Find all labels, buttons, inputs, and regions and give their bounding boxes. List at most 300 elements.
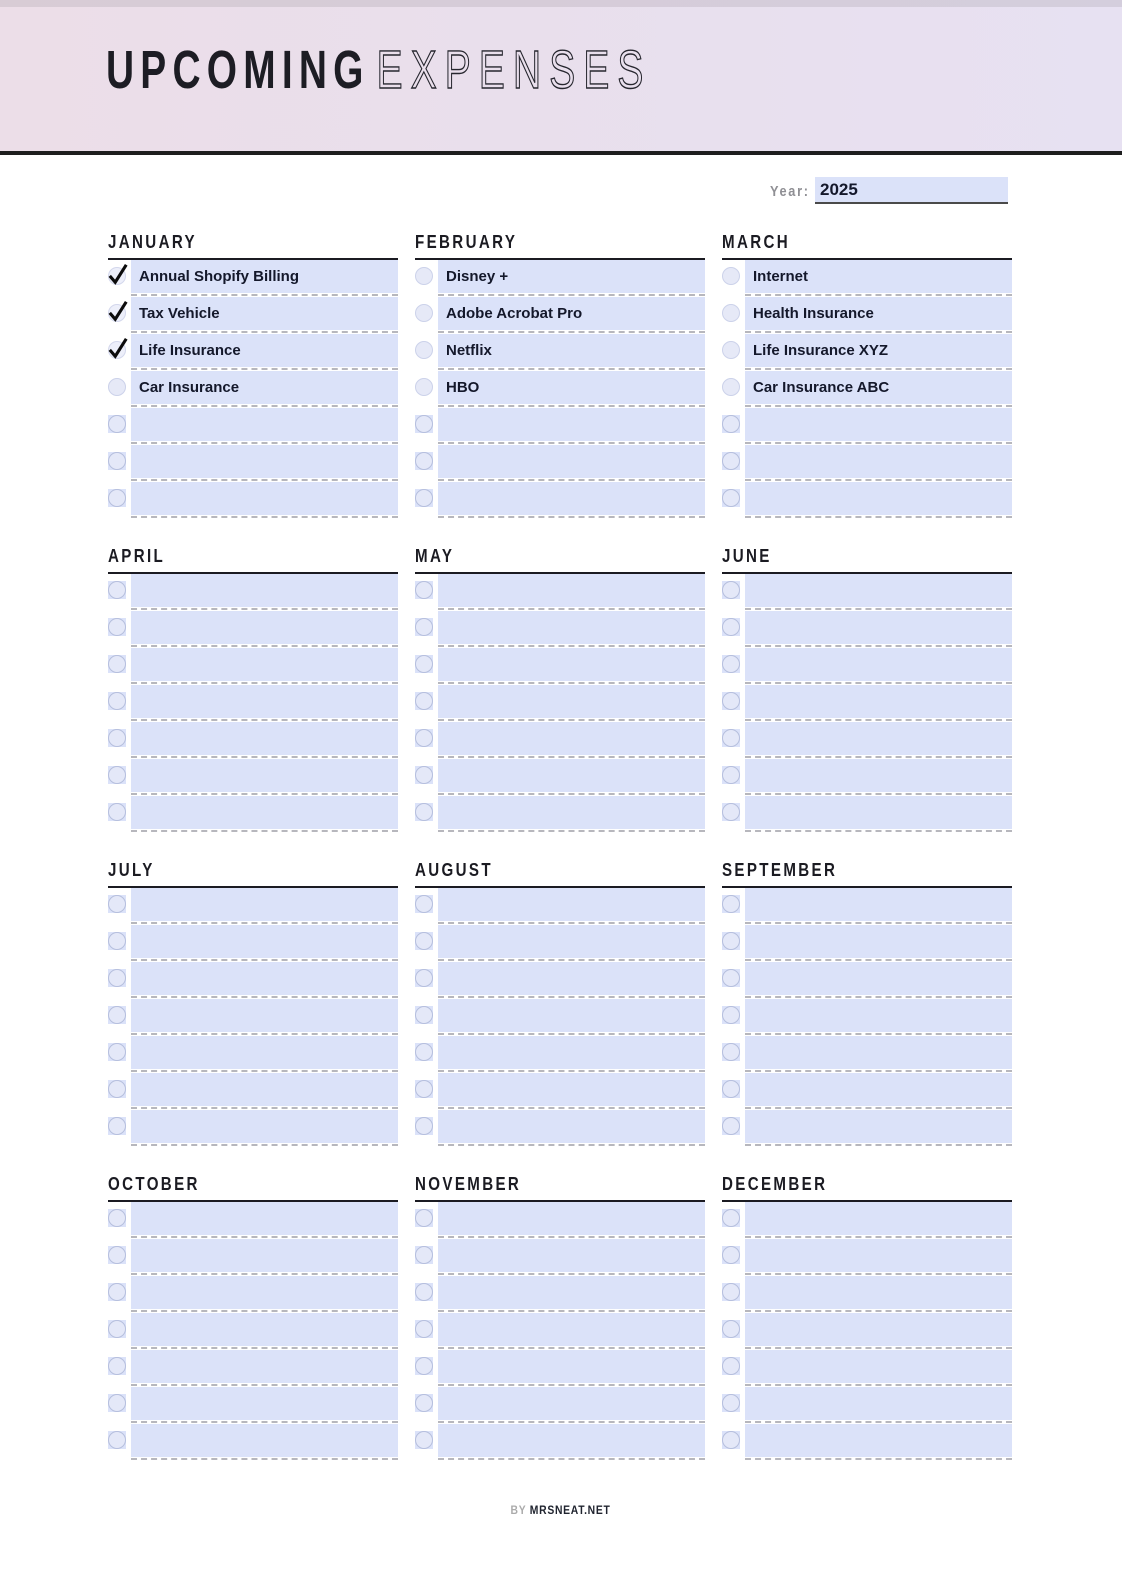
expense-checkbox[interactable] — [722, 803, 740, 821]
expense-row — [108, 482, 398, 519]
expense-row — [722, 297, 1012, 334]
expense-checkbox[interactable] — [415, 1209, 433, 1227]
expense-checkbox[interactable] — [722, 1246, 740, 1264]
expense-row — [415, 999, 705, 1036]
expense-checkbox[interactable] — [415, 618, 433, 636]
expense-row — [415, 1239, 705, 1276]
expense-name-input[interactable] — [131, 297, 398, 330]
expense-checkbox[interactable] — [415, 1357, 433, 1375]
month-section-march — [722, 232, 1012, 519]
expense-row — [108, 611, 398, 648]
expense-row — [415, 962, 705, 999]
expense-checkbox[interactable] — [722, 618, 740, 636]
month-section-january — [108, 232, 398, 519]
expense-row — [722, 648, 1012, 685]
expense-row — [108, 1239, 398, 1276]
expense-name-input[interactable] — [745, 260, 1012, 293]
expense-checkbox[interactable] — [722, 304, 740, 322]
expense-name-input[interactable] — [438, 574, 705, 607]
expense-checkbox[interactable] — [722, 1043, 740, 1061]
expense-checkbox[interactable] — [722, 341, 740, 359]
expense-label: Car Insurance — [139, 379, 240, 396]
expense-checkbox[interactable] — [415, 729, 433, 747]
expense-checkbox[interactable] — [108, 1357, 126, 1375]
page-title-upcoming: UPCOMING — [106, 40, 370, 100]
expense-name-input[interactable] — [438, 482, 705, 515]
expense-name-input[interactable] — [131, 759, 398, 792]
expense-name-input[interactable] — [745, 1073, 1012, 1106]
expense-row — [722, 611, 1012, 648]
month-section-february — [415, 232, 705, 519]
expense-name-input[interactable] — [745, 297, 1012, 330]
expense-row — [415, 371, 705, 408]
month-title: JULY — [108, 860, 398, 888]
expense-name-input[interactable] — [131, 999, 398, 1032]
expense-name-input[interactable] — [131, 796, 398, 829]
expense-row — [108, 574, 398, 611]
expense-name-input[interactable] — [131, 1239, 398, 1272]
expense-name-input[interactable] — [745, 1110, 1012, 1143]
expense-label: Internet — [753, 268, 809, 285]
expense-checkbox[interactable] — [108, 895, 126, 913]
expense-name-input[interactable] — [438, 445, 705, 478]
expense-row — [108, 297, 398, 334]
expense-checkbox[interactable] — [415, 378, 433, 396]
page-title-expenses: EXPENSES — [376, 40, 652, 100]
expense-checkbox[interactable] — [722, 378, 740, 396]
expense-checkbox[interactable] — [722, 1431, 740, 1449]
expense-row — [722, 925, 1012, 962]
footer-by-text: BY — [510, 1505, 527, 1517]
expense-row — [108, 260, 398, 297]
header-banner — [0, 0, 1122, 155]
expense-name-input[interactable] — [438, 648, 705, 681]
expense-label: Netflix — [446, 342, 492, 359]
expense-checkbox[interactable] — [415, 304, 433, 322]
expense-name-input[interactable] — [745, 371, 1012, 404]
expense-name-input[interactable] — [131, 1036, 398, 1069]
month-rows — [722, 1202, 1012, 1461]
expense-row — [722, 1202, 1012, 1239]
expense-row — [722, 796, 1012, 833]
expense-checkbox[interactable] — [108, 1209, 126, 1227]
expense-checkbox[interactable] — [108, 304, 126, 322]
month-title: SEPTEMBER — [722, 860, 1012, 888]
expense-checkbox[interactable] — [415, 895, 433, 913]
expense-name-input[interactable] — [131, 260, 398, 293]
page-title — [106, 40, 652, 100]
expense-name-input[interactable] — [131, 1202, 398, 1235]
expense-label: Tax Vehicle — [139, 305, 220, 322]
expense-checkbox[interactable] — [415, 1246, 433, 1264]
footer-brand-text: MRSNEAT.NET — [530, 1505, 611, 1517]
expense-name-input[interactable] — [745, 1276, 1012, 1309]
expense-name-input[interactable] — [745, 1350, 1012, 1383]
month-section-april — [108, 546, 398, 833]
expense-name-input[interactable] — [131, 334, 398, 367]
expense-checkbox[interactable] — [722, 932, 740, 950]
month-rows — [722, 260, 1012, 519]
expense-name-input[interactable] — [745, 482, 1012, 515]
month-title: MARCH — [722, 232, 1012, 260]
expense-checkbox[interactable] — [108, 729, 126, 747]
expense-checkbox[interactable] — [108, 378, 126, 396]
expense-name-input[interactable] — [131, 925, 398, 958]
expense-checkbox[interactable] — [415, 1043, 433, 1061]
expense-row — [415, 1110, 705, 1147]
expense-row — [722, 408, 1012, 445]
expense-label: Car Insurance ABC — [753, 379, 890, 396]
expense-row — [722, 1110, 1012, 1147]
expense-row — [108, 1424, 398, 1461]
expense-row — [415, 1313, 705, 1350]
expense-checkbox[interactable] — [415, 452, 433, 470]
expense-row — [722, 1073, 1012, 1110]
expense-row — [108, 1276, 398, 1313]
expense-name-input[interactable] — [438, 1313, 705, 1346]
expense-row — [415, 334, 705, 371]
expense-row — [722, 962, 1012, 999]
expense-checkbox[interactable] — [722, 1117, 740, 1135]
expense-name-input[interactable] — [131, 888, 398, 921]
expense-checkbox[interactable] — [415, 766, 433, 784]
expense-name-input[interactable] — [745, 1424, 1012, 1457]
expense-row — [722, 1239, 1012, 1276]
month-rows — [415, 1202, 705, 1461]
month-title: OCTOBER — [108, 1174, 398, 1202]
expense-checkbox[interactable] — [722, 415, 740, 433]
expense-checkbox[interactable] — [415, 1283, 433, 1301]
expense-name-input[interactable] — [745, 648, 1012, 681]
expense-checkbox[interactable] — [415, 1431, 433, 1449]
expense-row — [108, 925, 398, 962]
expense-checkbox[interactable] — [108, 1117, 126, 1135]
expense-checkbox[interactable] — [415, 489, 433, 507]
month-section-july — [108, 860, 398, 1147]
expense-row — [415, 759, 705, 796]
month-section-may — [415, 546, 705, 833]
expense-checkbox[interactable] — [415, 267, 433, 285]
expense-checkbox[interactable] — [108, 932, 126, 950]
expense-name-input[interactable] — [438, 962, 705, 995]
expense-name-input[interactable] — [131, 1387, 398, 1420]
expense-name-input[interactable] — [438, 1276, 705, 1309]
expense-name-input[interactable] — [131, 482, 398, 515]
month-title: AUGUST — [415, 860, 705, 888]
month-title: APRIL — [108, 546, 398, 574]
checkmark-icon — [107, 261, 129, 287]
expense-checkbox[interactable] — [108, 1043, 126, 1061]
expense-row — [108, 1110, 398, 1147]
expense-checkbox[interactable] — [108, 1394, 126, 1412]
expense-name-input[interactable] — [438, 408, 705, 441]
year-label: Year: — [770, 183, 810, 200]
expense-checkbox[interactable] — [108, 1431, 126, 1449]
months-grid — [108, 232, 1012, 1461]
expense-checkbox[interactable] — [415, 1117, 433, 1135]
expense-row — [108, 1350, 398, 1387]
expense-checkbox[interactable] — [108, 1320, 126, 1338]
expense-name-input[interactable] — [131, 648, 398, 681]
expense-row — [108, 888, 398, 925]
expense-name-input[interactable] — [438, 685, 705, 718]
expense-name-input[interactable] — [438, 759, 705, 792]
expense-checkbox[interactable] — [722, 655, 740, 673]
expense-label: Disney + — [446, 268, 509, 285]
expense-checkbox[interactable] — [108, 803, 126, 821]
expense-checkbox[interactable] — [108, 267, 126, 285]
expense-row — [722, 888, 1012, 925]
expense-label: Annual Shopify Billing — [139, 268, 299, 285]
expense-name-input[interactable] — [745, 1036, 1012, 1069]
expense-checkbox[interactable] — [722, 692, 740, 710]
expense-name-input[interactable] — [438, 888, 705, 921]
expense-checkbox[interactable] — [108, 655, 126, 673]
expense-name-input[interactable] — [745, 574, 1012, 607]
expense-row — [722, 722, 1012, 759]
expense-row — [722, 574, 1012, 611]
expense-checkbox[interactable] — [415, 1080, 433, 1098]
year-input[interactable] — [815, 177, 1008, 204]
checkmark-icon — [107, 298, 129, 324]
expense-row — [415, 1202, 705, 1239]
expense-row — [722, 482, 1012, 519]
expense-checkbox[interactable] — [722, 1357, 740, 1375]
expense-row — [415, 297, 705, 334]
expense-name-input[interactable] — [745, 1239, 1012, 1272]
month-rows — [415, 260, 705, 519]
expense-checkbox[interactable] — [108, 1283, 126, 1301]
expense-row — [108, 371, 398, 408]
expense-name-input[interactable] — [131, 685, 398, 718]
expense-name-input[interactable] — [438, 1202, 705, 1235]
month-rows — [415, 574, 705, 833]
expense-checkbox[interactable] — [415, 415, 433, 433]
expense-row — [415, 1276, 705, 1313]
expense-name-input[interactable] — [745, 1202, 1012, 1235]
expense-checkbox[interactable] — [108, 452, 126, 470]
expense-row — [108, 999, 398, 1036]
expense-name-input[interactable] — [131, 408, 398, 441]
expense-checkbox[interactable] — [108, 618, 126, 636]
expense-name-input[interactable] — [438, 297, 705, 330]
expense-checkbox[interactable] — [722, 1283, 740, 1301]
expense-checkbox[interactable] — [108, 1246, 126, 1264]
expense-checkbox[interactable] — [722, 969, 740, 987]
expense-row — [722, 685, 1012, 722]
expense-name-input[interactable] — [438, 1239, 705, 1272]
expense-row — [415, 1387, 705, 1424]
expense-label: Life Insurance XYZ — [753, 342, 889, 359]
expense-row — [722, 1350, 1012, 1387]
expense-checkbox[interactable] — [415, 341, 433, 359]
expense-row — [722, 759, 1012, 796]
month-title: DECEMBER — [722, 1174, 1012, 1202]
expense-checkbox[interactable] — [415, 581, 433, 599]
expense-name-input[interactable] — [745, 1387, 1012, 1420]
expense-row — [108, 334, 398, 371]
expense-label: HBO — [446, 379, 480, 396]
expense-name-input[interactable] — [745, 962, 1012, 995]
expense-checkbox[interactable] — [415, 1320, 433, 1338]
expense-name-input[interactable] — [438, 1424, 705, 1457]
expense-checkbox[interactable] — [722, 452, 740, 470]
expense-checkbox[interactable] — [415, 969, 433, 987]
expense-name-input[interactable] — [745, 888, 1012, 921]
expense-name-input[interactable] — [131, 1073, 398, 1106]
expense-checkbox[interactable] — [415, 1394, 433, 1412]
expense-row — [722, 371, 1012, 408]
expense-row — [415, 445, 705, 482]
month-section-december — [722, 1174, 1012, 1461]
expense-checkbox[interactable] — [108, 766, 126, 784]
expense-name-input[interactable] — [745, 334, 1012, 367]
expense-row — [722, 445, 1012, 482]
expense-name-input[interactable] — [131, 962, 398, 995]
expense-row — [415, 648, 705, 685]
month-section-november — [415, 1174, 705, 1461]
expense-row — [108, 722, 398, 759]
expense-checkbox[interactable] — [108, 1080, 126, 1098]
expense-row — [415, 1424, 705, 1461]
expense-checkbox[interactable] — [722, 766, 740, 784]
expense-checkbox[interactable] — [108, 581, 126, 599]
expense-row — [108, 759, 398, 796]
expense-label: Health Insurance — [753, 305, 874, 322]
month-title: FEBRUARY — [415, 232, 705, 260]
expense-checkbox[interactable] — [108, 489, 126, 507]
expense-name-input[interactable] — [745, 759, 1012, 792]
expense-row — [108, 685, 398, 722]
expense-checkbox[interactable] — [722, 1006, 740, 1024]
expense-checkbox[interactable] — [722, 489, 740, 507]
expense-checkbox[interactable] — [108, 969, 126, 987]
expense-row — [108, 1387, 398, 1424]
expense-row — [415, 482, 705, 519]
expense-name-input[interactable] — [438, 1387, 705, 1420]
month-section-september — [722, 860, 1012, 1147]
expense-row — [415, 722, 705, 759]
expense-row — [108, 1073, 398, 1110]
expense-name-input[interactable] — [438, 999, 705, 1032]
expense-checkbox[interactable] — [415, 1006, 433, 1024]
expense-name-input[interactable] — [438, 796, 705, 829]
expense-name-input[interactable] — [745, 925, 1012, 958]
expense-name-input[interactable] — [131, 445, 398, 478]
month-rows — [722, 574, 1012, 833]
expense-row — [415, 611, 705, 648]
month-rows — [108, 1202, 398, 1461]
expense-checkbox[interactable] — [108, 415, 126, 433]
expense-row — [722, 999, 1012, 1036]
expense-name-input[interactable] — [438, 1036, 705, 1069]
month-rows — [108, 574, 398, 833]
expense-name-input[interactable] — [438, 1073, 705, 1106]
expense-checkbox[interactable] — [108, 692, 126, 710]
expense-name-input[interactable] — [131, 1350, 398, 1383]
expense-name-input[interactable] — [131, 1424, 398, 1457]
month-rows — [108, 888, 398, 1147]
expense-checkbox[interactable] — [722, 1320, 740, 1338]
expense-name-input[interactable] — [745, 685, 1012, 718]
checkmark-icon — [107, 335, 129, 361]
expense-checkbox[interactable] — [722, 1209, 740, 1227]
expense-row — [415, 1350, 705, 1387]
expense-name-input[interactable] — [438, 722, 705, 755]
expense-name-input[interactable] — [131, 574, 398, 607]
expense-row — [722, 1036, 1012, 1073]
expense-name-input[interactable] — [131, 1276, 398, 1309]
expense-checkbox[interactable] — [415, 655, 433, 673]
expense-label: Adobe Acrobat Pro — [446, 305, 583, 322]
month-title: JANUARY — [108, 232, 398, 260]
expense-name-input[interactable] — [745, 722, 1012, 755]
expense-name-input[interactable] — [745, 408, 1012, 441]
expense-name-input[interactable] — [131, 1313, 398, 1346]
expense-row — [415, 1073, 705, 1110]
expense-name-input[interactable] — [131, 371, 398, 404]
expense-name-input[interactable] — [438, 1110, 705, 1143]
expense-name-input[interactable] — [438, 371, 705, 404]
month-section-august — [415, 860, 705, 1147]
expense-checkbox[interactable] — [722, 729, 740, 747]
expense-row — [722, 1276, 1012, 1313]
expense-row — [722, 334, 1012, 371]
expense-checkbox[interactable] — [722, 267, 740, 285]
expense-row — [415, 1036, 705, 1073]
expense-name-input[interactable] — [131, 722, 398, 755]
expense-name-input[interactable] — [131, 1110, 398, 1143]
expense-row — [722, 260, 1012, 297]
expense-row — [415, 685, 705, 722]
expense-name-input[interactable] — [438, 1350, 705, 1383]
expense-checkbox[interactable] — [108, 1006, 126, 1024]
year-row — [763, 177, 1008, 204]
expense-name-input[interactable] — [438, 925, 705, 958]
expense-checkbox[interactable] — [722, 581, 740, 599]
expense-row — [108, 1202, 398, 1239]
month-title: NOVEMBER — [415, 1174, 705, 1202]
expense-row — [415, 574, 705, 611]
expense-name-input[interactable] — [438, 260, 705, 293]
month-rows — [722, 888, 1012, 1147]
expense-row — [722, 1424, 1012, 1461]
month-rows — [415, 888, 705, 1147]
expense-name-input[interactable] — [438, 611, 705, 644]
expense-row — [415, 408, 705, 445]
expense-checkbox[interactable] — [415, 692, 433, 710]
expense-checkbox[interactable] — [722, 1394, 740, 1412]
expense-row — [415, 888, 705, 925]
expense-checkbox[interactable] — [108, 341, 126, 359]
expense-name-input[interactable] — [745, 445, 1012, 478]
expense-checkbox[interactable] — [415, 803, 433, 821]
month-section-june — [722, 546, 1012, 833]
expense-name-input[interactable] — [745, 611, 1012, 644]
expense-checkbox[interactable] — [722, 1080, 740, 1098]
expense-row — [415, 796, 705, 833]
month-title: JUNE — [722, 546, 1012, 574]
expense-row — [108, 648, 398, 685]
expense-row — [108, 1036, 398, 1073]
expense-name-input[interactable] — [745, 1313, 1012, 1346]
expense-checkbox[interactable] — [722, 895, 740, 913]
expense-name-input[interactable] — [745, 999, 1012, 1032]
expense-name-input[interactable] — [438, 334, 705, 367]
expense-name-input[interactable] — [745, 796, 1012, 829]
expense-name-input[interactable] — [131, 611, 398, 644]
expense-checkbox[interactable] — [415, 932, 433, 950]
